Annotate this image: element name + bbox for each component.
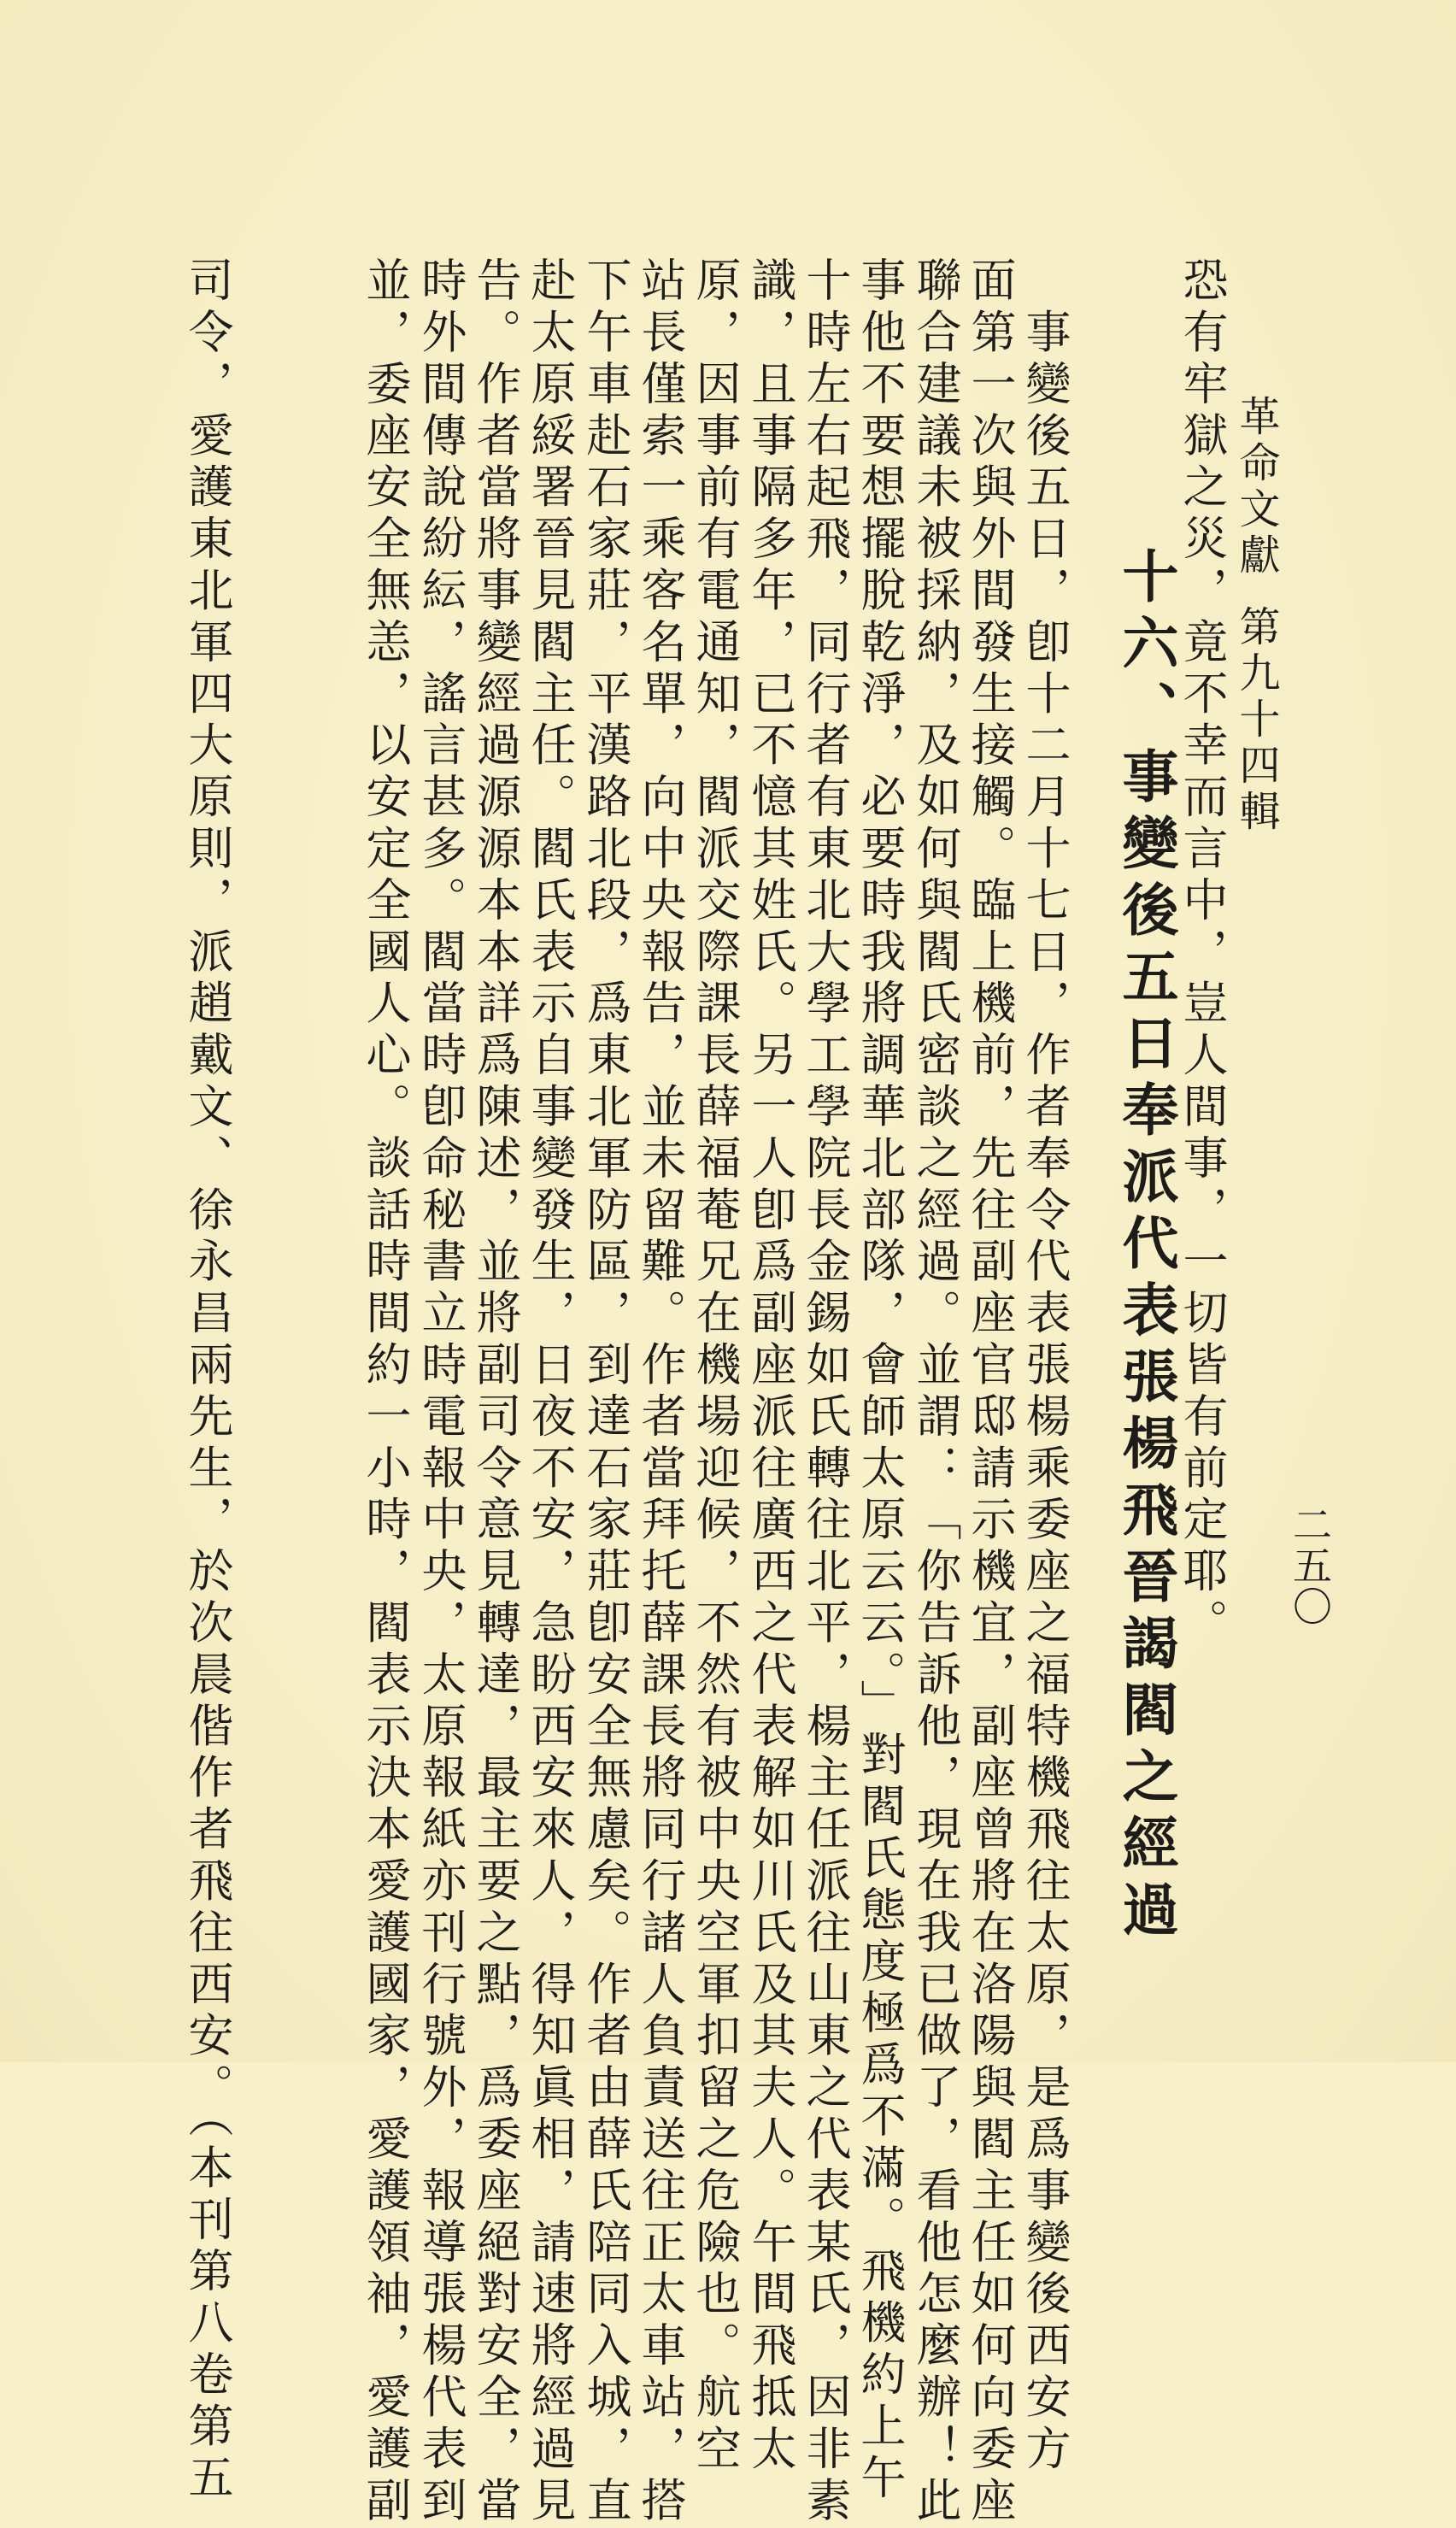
body-column-4: 事他不要想擺脫乾淨，必要時我將調華北部隊，會師太原云云。」對閻氏態度極爲不滿。飛機約上午	[854, 256, 906, 2506]
body-column-11: 告。作者當將事變經過源源本本詳爲陳述，並將副司令意見轉達，最主要之點，爲委座絕對安全，當	[469, 256, 521, 2528]
preceding-text-line: 恐有牢獄之災，竟不幸而言中，豈人間事，一切皆有前定耶。	[1176, 256, 1228, 1650]
body-column-2: 面第一次與外間發生接觸。臨上機前，先往副座官邸請示機宜，副座曾將在洛陽與閻主任如何向委座	[964, 256, 1016, 2528]
section-title: 十六、事變後五日奉派代表張楊飛晉謁閻之經過	[1113, 547, 1179, 1947]
body-column-3: 聯合建議未被採納，及如何與閻氏密談之經過。並謂：「你告訴他，現在我已做了，看他怎麼辦！此	[909, 256, 961, 2528]
body-column-14: 司令，愛護東北軍四大原則，派趙戴文、徐永昌兩先生，於次晨偕作者飛往西安。（本刊第八卷第五	[181, 256, 233, 2506]
body-column-13: 並，委座安全無恙，以安定全國人心。談話時間約一小時，閻表示決本愛護國家，愛護領袖，愛護副	[359, 256, 411, 2528]
page-number: 二五〇	[1287, 1504, 1333, 1627]
running-header	[1232, 395, 1280, 836]
body-column-7: 原，因事前有電通知，閻派交際課長薛福菴兄在機場迎候，不然有被中央空軍扣留之危險也。航空	[689, 256, 741, 2477]
body-column-10: 赴太原綏署晉見閻主任。閻氏表示自事變發生，日夜不安，急盼西安來人，得知眞相，請速將經過見	[524, 256, 576, 2528]
body-column-8: 站長僅索一乘客名單，向中央報告，並未留難。作者當拜托薛課長將同行諸人負責送往正太車站，搭	[634, 256, 686, 2528]
body-column-1: 事變後五日，卽十二月十七日，作者奉令代表張楊乘委座之福特機飛往太原，是爲事變後西安方	[1019, 256, 1071, 2477]
body-column-5: 十時左右起飛，同行者有東北大學工學院長金錫如氏轉往北平，楊主任派往山東之代表某氏，因非素	[799, 256, 851, 2528]
publication-name: 革命文獻	[1232, 395, 1280, 579]
volume-number: 第九十四輯	[1232, 605, 1280, 836]
body-column-12: 時外間傳說紛紜，謠言甚多。閻當時卽命秘書立時電報中央，太原報紙亦刊行號外，報導張楊代表到	[414, 256, 467, 2528]
body-column-9: 下午車赴石家莊，平漢路北段，爲東北軍防區，到達石家莊卽安全無慮矣。作者由薛氏陪同入城，直	[579, 256, 631, 2528]
body-column-6: 識，且事隔多年，已不憶其姓氏。另一人卽爲副座派往廣西之代表解如川氏及其夫人。午間飛抵太	[744, 256, 796, 2477]
